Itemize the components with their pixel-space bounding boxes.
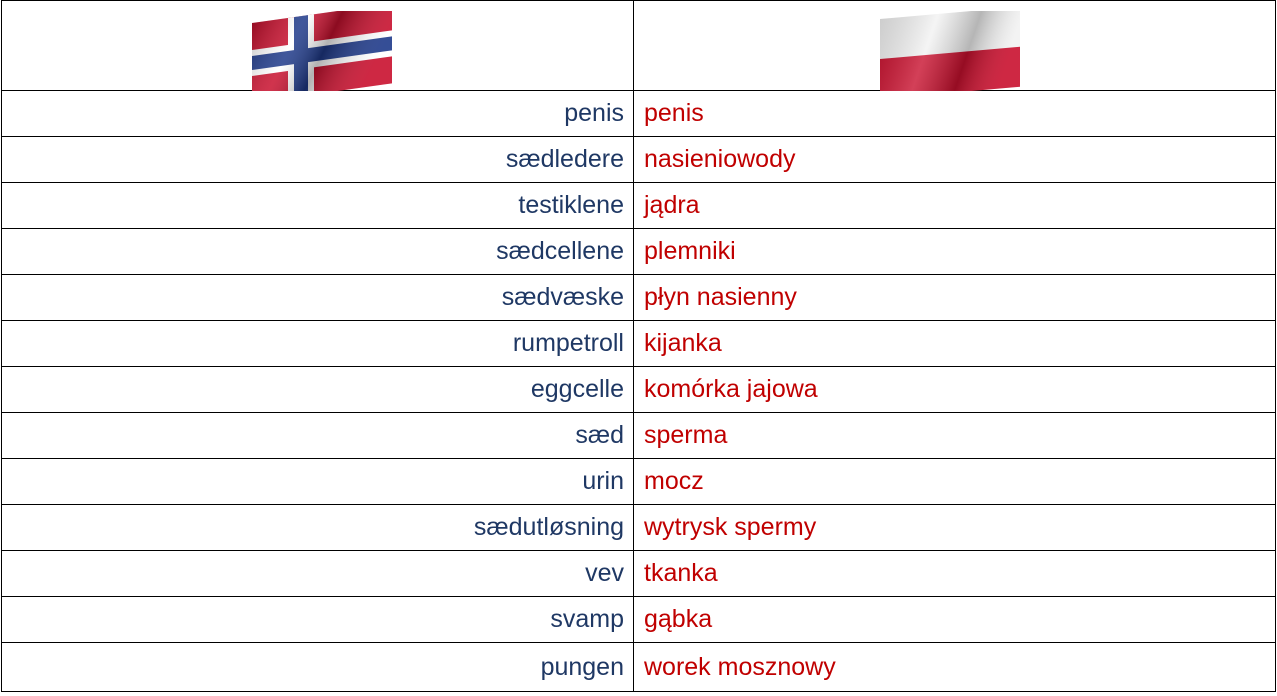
norwegian-word: svamp <box>2 597 634 643</box>
polish-word: jądra <box>634 183 1276 229</box>
table-row <box>2 183 1276 229</box>
polish-word: mocz <box>634 459 1276 505</box>
norwegian-word: rumpetroll <box>2 321 634 367</box>
polish-word: penis <box>634 91 1276 137</box>
polish-word: nasieniowody <box>634 137 1276 183</box>
norwegian-word: urin <box>2 459 634 505</box>
table-row <box>2 643 1276 692</box>
polish-word: gąbka <box>634 597 1276 643</box>
poland-flag-icon <box>880 11 1020 91</box>
norwegian-word: testiklene <box>2 183 634 229</box>
norwegian-word: pungen <box>2 643 634 692</box>
table-row <box>2 321 1276 367</box>
norwegian-word: sædvæske <box>2 275 634 321</box>
table-row <box>2 551 1276 597</box>
polish-word: płyn nasienny <box>634 275 1276 321</box>
polish-word: sperma <box>634 413 1276 459</box>
polish-header-cell <box>634 1 1276 91</box>
polish-word: plemniki <box>634 229 1276 275</box>
table-row <box>2 91 1276 137</box>
table-row <box>2 597 1276 643</box>
polish-word: tkanka <box>634 551 1276 597</box>
flag-header-row <box>2 1 1276 91</box>
vocabulary-table <box>1 0 1276 692</box>
norwegian-word: sædutløsning <box>2 505 634 551</box>
table-row <box>2 229 1276 275</box>
norwegian-word: eggcelle <box>2 367 634 413</box>
norwegian-word: penis <box>2 91 634 137</box>
norwegian-word: sæd <box>2 413 634 459</box>
polish-word: kijanka <box>634 321 1276 367</box>
table-row <box>2 275 1276 321</box>
table-row <box>2 137 1276 183</box>
norwegian-word: sædcellene <box>2 229 634 275</box>
norway-flag-icon <box>252 11 392 91</box>
polish-word: komórka jajowa <box>634 367 1276 413</box>
norwegian-word: sædledere <box>2 137 634 183</box>
polish-word: wytrysk spermy <box>634 505 1276 551</box>
table-row <box>2 459 1276 505</box>
word-rows <box>2 91 1276 692</box>
table-row <box>2 367 1276 413</box>
norwegian-word: vev <box>2 551 634 597</box>
table-row <box>2 505 1276 551</box>
table-row <box>2 413 1276 459</box>
norwegian-header-cell <box>2 1 634 91</box>
polish-word: worek mosznowy <box>634 643 1276 692</box>
